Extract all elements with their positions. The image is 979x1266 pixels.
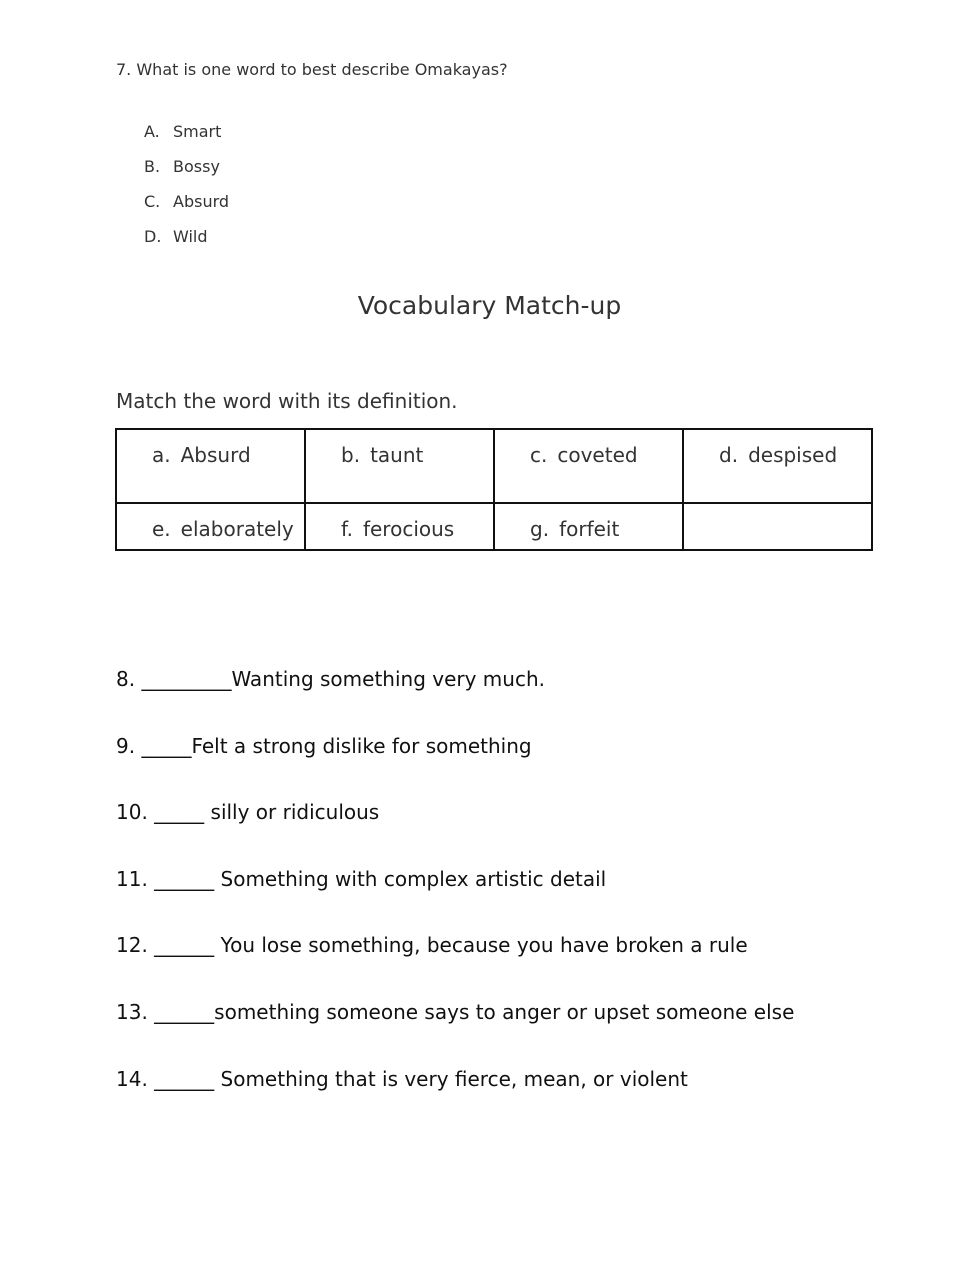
vocab-cell [305, 503, 494, 550]
word-letter: a. [152, 443, 171, 467]
word-letter: d. [719, 443, 739, 467]
question-7-prompt: 7. What is one word to best describe Omakayas? [116, 60, 508, 79]
vocab-cell-empty [683, 503, 872, 550]
word-letter: g. [530, 517, 550, 541]
word-letter: f. [341, 517, 353, 541]
vocab-cell [116, 503, 305, 550]
vocab-cell [494, 503, 683, 550]
option-d[interactable] [144, 227, 229, 262]
option-letter: C. [144, 192, 161, 211]
vocab-cell [494, 429, 683, 503]
instructions: Match the word with its definition. [116, 389, 458, 413]
option-letter: A. [144, 122, 160, 141]
definition-item: 8. _________Wanting something very much. [116, 667, 545, 691]
definition-item: 12. ______ You lose something, because you have broken a rule [116, 933, 748, 958]
table-row [116, 429, 872, 503]
definition-item: 14. ______ Something that is very fierce, mean, or violent [116, 1066, 688, 1091]
option-text: Absurd [173, 192, 230, 211]
option-letter: D. [144, 227, 162, 246]
option-c[interactable] [144, 192, 229, 227]
option-b[interactable] [144, 157, 229, 192]
vocabulary-table [115, 428, 873, 551]
word-text: coveted [557, 443, 638, 467]
vocab-cell [116, 429, 305, 503]
definition-item: 9. _____Felt a strong dislike for something [116, 733, 532, 758]
question-7-options [144, 122, 229, 262]
word-text: ferocious [362, 517, 455, 541]
option-a[interactable] [144, 122, 229, 157]
word-text: Absurd [180, 443, 251, 467]
word-text: taunt [370, 443, 424, 467]
option-text: Bossy [173, 157, 220, 176]
definitions-list [116, 665, 794, 1131]
vocab-cell [305, 429, 494, 503]
word-letter: c. [530, 443, 548, 467]
section-title: Vocabulary Match-up [357, 291, 622, 320]
definition-item: 10. _____ silly or ridiculous [116, 800, 380, 825]
option-text: Wild [173, 227, 208, 246]
word-text: elaborately [180, 517, 294, 541]
table-row [116, 503, 872, 550]
word-text: forfeit [559, 517, 620, 541]
option-letter: B. [144, 157, 161, 176]
definition-item: 11. ______ Something with complex artistic detail [116, 866, 607, 891]
vocab-cell [683, 429, 872, 503]
word-text: despised [748, 443, 838, 467]
definition-item: 13. ______something someone says to anger or upset someone else [116, 999, 795, 1024]
option-text: Smart [173, 122, 222, 141]
word-letter: b. [341, 443, 361, 467]
word-letter: e. [152, 517, 171, 541]
